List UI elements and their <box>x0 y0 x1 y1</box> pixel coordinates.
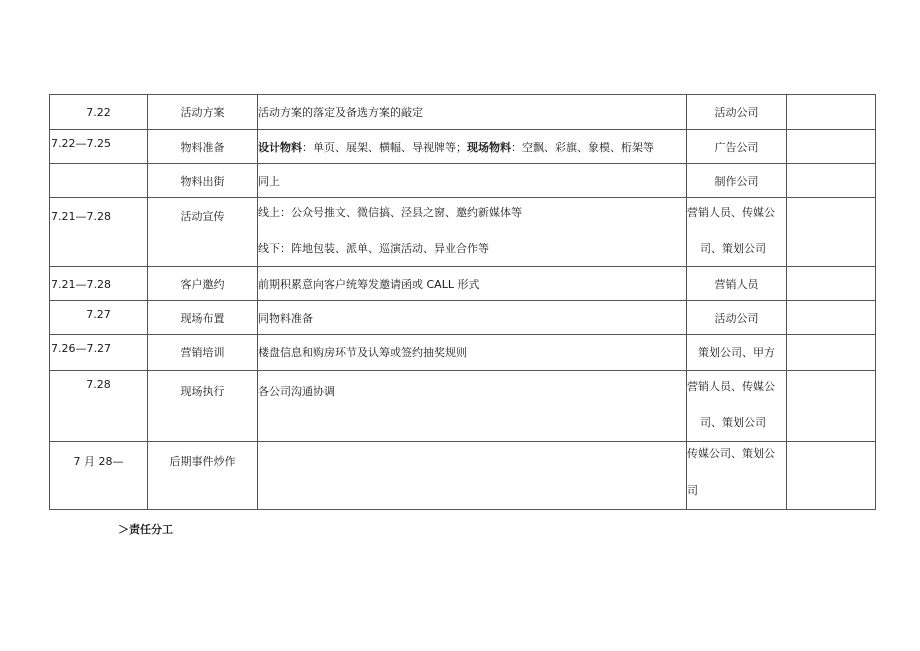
content-cell <box>258 442 687 510</box>
owner-cell: 制作公司 <box>687 164 787 198</box>
notes-cell <box>787 301 876 335</box>
table-row <box>50 198 876 267</box>
keyword-site-materials: 现场物料 <box>467 141 511 154</box>
content-cell: 同上 <box>258 164 687 198</box>
owner-cell: 活动公司 <box>687 301 787 335</box>
notes-cell <box>787 198 876 267</box>
date-cell: 7.21—7.28 <box>50 198 148 267</box>
date-cell <box>50 164 148 198</box>
item-cell: 现场布置 <box>148 301 258 335</box>
date-cell: 7.27 <box>50 301 148 335</box>
item-cell: 物料准备 <box>148 130 258 164</box>
content-cell: 各公司沟通协调 <box>258 371 687 442</box>
table-row <box>50 442 876 510</box>
notes-cell <box>787 335 876 371</box>
date-cell: 7 月 28— <box>50 442 148 510</box>
item-cell: 活动宣传 <box>148 198 258 267</box>
owner-cell: 广告公司 <box>687 130 787 164</box>
item-cell: 客户邀约 <box>148 267 258 301</box>
date-cell: 7.26—7.27 <box>50 335 148 371</box>
item-cell: 物料出街 <box>148 164 258 198</box>
date-cell: 7.28 <box>50 371 148 442</box>
owner-cell: 活动公司 <box>687 95 787 130</box>
content-cell: 活动方案的落定及备选方案的敲定 <box>258 95 687 130</box>
table-row <box>50 130 876 164</box>
table-row <box>50 267 876 301</box>
notes-cell <box>787 371 876 442</box>
owner-cell: 营销人员、传媒公 司、策划公司 <box>687 198 787 267</box>
owner-cell: 营销人员 <box>687 267 787 301</box>
owner-cell: 传媒公司、策划公 司 <box>687 442 787 510</box>
notes-cell <box>787 95 876 130</box>
content-line-online: 线上：公众号推文、微信搞、泾县之窗、邀约新媒体等 <box>258 206 522 219</box>
date-cell: 7.22 <box>50 95 148 130</box>
date-cell: 7.21—7.28 <box>50 267 148 301</box>
content-line-offline: 线下：阵地包装、派单、巡演活动、异业合作等 <box>258 242 489 255</box>
content-cell: 楼盘信息和购房环节及认筹或签约抽奖规则 <box>258 335 687 371</box>
table-row <box>50 335 876 371</box>
table-row <box>50 301 876 335</box>
content-cell <box>258 198 687 267</box>
notes-cell <box>787 267 876 301</box>
keyword-design-materials: 设计物料 <box>258 141 302 154</box>
section-heading-responsibility: ＞责任分工 <box>118 523 173 536</box>
notes-cell <box>787 164 876 198</box>
owner-cell: 营销人员、传媒公 司、策划公司 <box>687 371 787 442</box>
content-cell: 设计物料：单页、展架、横幅、导视牌等；现场物料：空飘、彩旗、象模、桁架等 <box>258 130 687 164</box>
table-row <box>50 164 876 198</box>
notes-cell <box>787 130 876 164</box>
schedule-table <box>49 94 876 510</box>
item-cell: 营销培训 <box>148 335 258 371</box>
table-row <box>50 95 876 130</box>
item-cell: 现场执行 <box>148 371 258 442</box>
content-cell: 前期积累意向客户统筹发邀请函或 CALL 形式 <box>258 267 687 301</box>
item-cell: 后期事件炒作 <box>148 442 258 510</box>
content-cell: 同物料准备 <box>258 301 687 335</box>
item-cell: 活动方案 <box>148 95 258 130</box>
table-row <box>50 371 876 442</box>
owner-cell: 策划公司、甲方 <box>687 335 787 371</box>
notes-cell <box>787 442 876 510</box>
date-cell: 7.22—7.25 <box>50 130 148 164</box>
